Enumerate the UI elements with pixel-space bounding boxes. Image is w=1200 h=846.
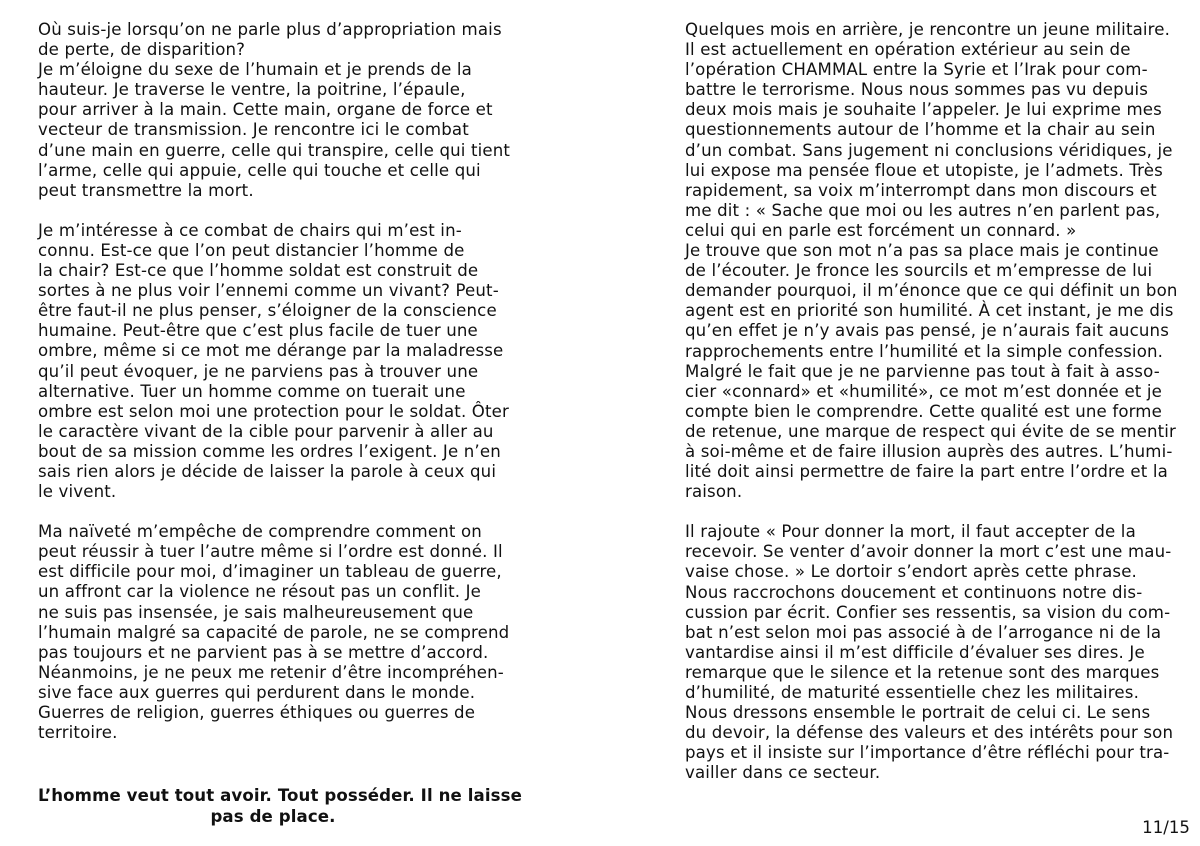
text-line: qu’en effet je n’y avais pas pensé, je n’aurais fait aucuns [685,321,1169,341]
text-line: Nous dressons ensemble le portrait de celui ci. Le sens [685,703,1151,723]
text-line: sais rien alors je décide de laisser la parole à ceux qui [38,461,497,481]
text-line: le caractère vivant de la cible pour parvenir à aller au [38,421,494,441]
text-line: compte bien le comprendre. Cette qualité est une forme [685,401,1162,421]
pull-quote-line: L’homme veut tout avoir. Tout posséder. Il ne laisse [38,786,522,805]
text-line: du devoir, la défense des valeurs et des intérêts pour son [685,723,1174,743]
text-line: vaise chose. » Le dortoir s’endort après cette phrase. [685,562,1137,582]
text-line: cussion par écrit. Confier ses ressentis, sa vision du com- [685,602,1171,622]
text-line: humaine. Peut-être que c’est plus facile de tuer une [38,321,478,341]
text-line: questionnements autour de l’homme et la chair au sein [685,120,1156,140]
text-line: un affront car la violence ne résout pas un conflit. Je [38,582,481,602]
text-line: lui expose ma pensée floue et utopiste, je l’admets. Très [685,160,1163,180]
text-line: lité doit ainsi permettre de faire la part entre l’ordre et la [685,462,1168,482]
text-line: sive face aux guerres qui perdurent dans le monde. [38,682,476,702]
text-line: de perte, de disparition? [38,40,246,60]
text-line: Il est actuellement en opération extérieur au sein de [685,40,1131,60]
text-line: ombre, même si ce mot me dérange par la maladresse [38,341,504,361]
text-line: la chair? Est-ce que l’homme soldat est construit de [38,261,479,281]
text-line: Je trouve que son mot n’a pas sa place mais je continue [685,241,1159,261]
text-line: de retenue, une marque de respect qui évite de se mentir [685,421,1177,441]
text-line: battre le terrorisme. Nous nous sommes pas vu depuis [685,80,1149,100]
text-line: l’opération CHAMMAL entre la Syrie et l’Irak pour com- [685,60,1148,80]
text-line: Il rajoute « Pour donner la mort, il faut accepter de la [685,522,1136,542]
paragraph-right-1 [685,20,1178,502]
text-line: Malgré le fait que je ne parvienne pas tout à fait à asso- [685,361,1160,381]
text-line: deux mois mais je souhaite l’appeler. Je lui exprime mes [685,100,1162,120]
text-line: vecteur de transmission. Je rencontre ici le combat [38,120,469,140]
paragraph-spacer [38,502,550,522]
text-line: l’humain malgré sa capacité de parole, ne se comprend [38,622,510,642]
paragraph-left-2 [38,221,550,502]
text-line: hauteur. Je traverse le ventre, la poitrine, l’épaule, [38,80,466,100]
text-line: vantardise ainsi il m’est difficile d’évaluer ses dires. Je [685,642,1145,662]
text-line: ombre est selon moi une protection pour le soldat. Ôter [38,401,510,421]
text-line: Où suis-je lorsqu’on ne parle plus d’appropriation mais [38,20,502,39]
pull-quote [38,785,522,827]
text-line: vailler dans ce secteur. [685,763,881,783]
pull-quote-line: pas de place. [210,807,336,826]
text-line: qu’il peut évoquer, je ne parviens pas à trouver une [38,361,479,381]
paragraph-left-3 [38,522,550,743]
text-line: raison. [685,482,743,502]
text-line: pays et il insiste sur l’importance d’être réfléchi pour tra- [685,743,1170,763]
text-line: cier «connard» et «humilité», ce mot m’est donnée et je [685,381,1162,401]
text-line: territoire. [38,723,118,743]
text-line: être faut-il ne plus penser, s’éloigner de la conscience [38,301,497,321]
paragraph-spacer [38,201,550,221]
text-line: alternative. Tuer un homme comme on tuerait une [38,381,466,401]
text-line: Quelques mois en arrière, je rencontre un jeune militaire. [685,20,1171,39]
text-line: rapidement, sa voix m’interrompt dans mon discours et [685,180,1157,200]
text-line: à soi-même et de faire illusion auprès des autres. L’humi- [685,441,1173,461]
page-number: 11/15 [1142,818,1190,837]
text-line: d’une main en guerre, celle qui transpire, celle qui tient [38,140,511,160]
paragraph-right-2 [685,522,1175,783]
text-line: Néanmoins, je ne peux me retenir d’être incompréhen- [38,662,504,682]
text-line: me dit : « Sache que moi ou les autres n’en parlent pas, [685,200,1161,220]
text-line: rapprochements entre l’humilité et la simple confession. [685,341,1164,361]
text-line: Ma naïveté m’empêche de comprendre comment on [38,522,482,542]
left-column [38,20,550,743]
paragraph-spacer [685,502,1175,522]
text-line: pour arriver à la main. Cette main, organe de force et [38,100,493,120]
text-line: ne suis pas insensée, je sais malheureusement que [38,602,474,622]
text-line: celui qui en parle est forcément un connard. » [685,220,1077,240]
text-line: de l’écouter. Je fronce les sourcils et m’empresse de lui [685,261,1153,281]
text-line: peut réussir à tuer l’autre même si l’ordre est donné. Il [38,542,503,562]
text-line: l’arme, celle qui appuie, celle qui touche et celle qui [38,160,481,180]
text-line: Guerres de religion, guerres éthiques ou guerres de [38,703,476,722]
text-line: sortes à ne plus voir l’ennemi comme un vivant? Peut- [38,281,499,301]
text-line: remarque que le silence et la retenue sont des marques [685,662,1160,682]
text-line: bat n’est selon moi pas associé à de l’arrogance ni de la [685,622,1162,642]
paragraph-left-1 [38,20,550,201]
text-line: d’un combat. Sans jugement ni conclusions véridiques, je [685,140,1173,160]
text-line: peut transmettre la mort. [38,180,254,200]
text-line: demander pourquoi, il m’énonce que ce qui définit un bon [685,281,1178,301]
text-line: est difficile pour moi, d’imaginer un tableau de guerre, [38,562,502,582]
text-line: Nous raccrochons doucement et continuons notre dis- [685,582,1143,602]
text-line: recevoir. Se venter d’avoir donner la mort c’est une mau- [685,542,1172,562]
text-line: agent est en priorité son humilité. À cet instant, je me dis [685,301,1174,321]
text-line: bout de sa mission comme les ordres l’exigent. Je n’en [38,441,501,461]
text-line: d’humilité, de maturité essentielle chez les militaires. [685,683,1139,702]
text-line: connu. Est-ce que l’on peut distancier l’homme de [38,240,465,260]
right-column [685,20,1178,783]
text-line: le vivent. [38,482,117,502]
text-line: pas toujours et ne parvient pas à se mettre d’accord. [38,642,489,662]
text-line: Je m’éloigne du sexe de l’humain et je prends de la [38,60,472,80]
text-line: Je m’intéresse à ce combat de chairs qui m’est in- [38,220,462,240]
